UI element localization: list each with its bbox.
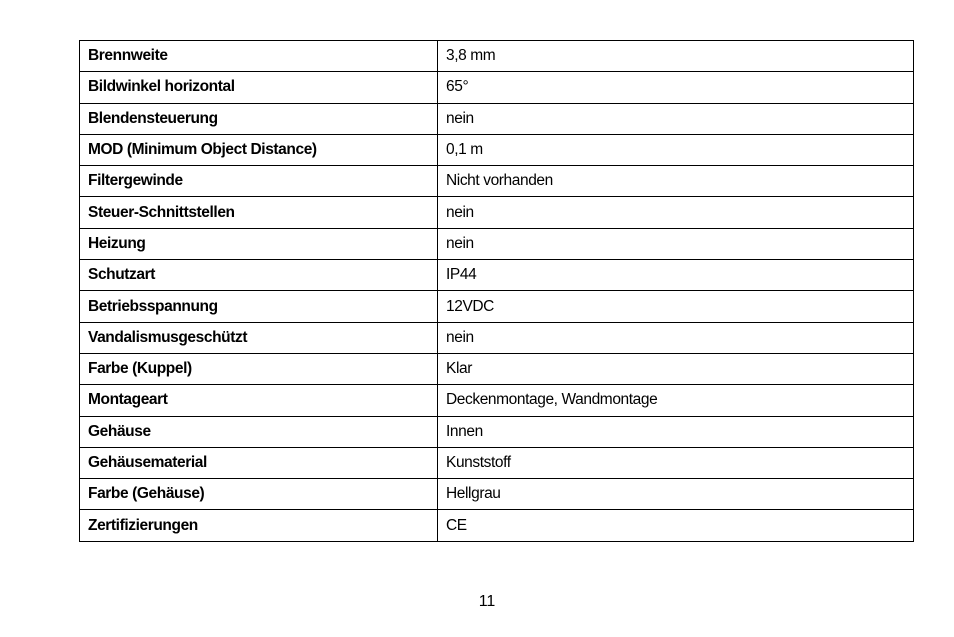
table-row bbox=[80, 260, 914, 291]
spec-value: Hellgrau bbox=[438, 479, 914, 510]
table-row bbox=[80, 72, 914, 103]
spec-label: Gehäuse bbox=[80, 416, 438, 447]
spec-label: Farbe (Kuppel) bbox=[80, 353, 438, 384]
table-row bbox=[80, 197, 914, 228]
spec-label: Brennweite bbox=[80, 41, 438, 72]
spec-value: IP44 bbox=[438, 260, 914, 291]
spec-value: Nicht vorhanden bbox=[438, 166, 914, 197]
spec-value: 3,8 mm bbox=[438, 41, 914, 72]
spec-label: Farbe (Gehäuse) bbox=[80, 479, 438, 510]
spec-value: nein bbox=[438, 197, 914, 228]
table-row bbox=[80, 385, 914, 416]
spec-label: Zertifizierungen bbox=[80, 510, 438, 541]
table-row bbox=[80, 291, 914, 322]
spec-label: Vandalismusgeschützt bbox=[80, 322, 438, 353]
spec-label: Schutzart bbox=[80, 260, 438, 291]
table-row bbox=[80, 447, 914, 478]
spec-value: 65° bbox=[438, 72, 914, 103]
spec-value: 0,1 m bbox=[438, 134, 914, 165]
spec-label: Gehäusematerial bbox=[80, 447, 438, 478]
table-row bbox=[80, 416, 914, 447]
spec-label: Bildwinkel horizontal bbox=[80, 72, 438, 103]
table-row bbox=[80, 166, 914, 197]
spec-value: nein bbox=[438, 228, 914, 259]
table-row bbox=[80, 134, 914, 165]
table-row bbox=[80, 479, 914, 510]
spec-label: Filtergewinde bbox=[80, 166, 438, 197]
table-row bbox=[80, 228, 914, 259]
spec-label: MOD (Minimum Object Distance) bbox=[80, 134, 438, 165]
table-row bbox=[80, 103, 914, 134]
spec-label: Heizung bbox=[80, 228, 438, 259]
spec-table-body bbox=[80, 41, 914, 542]
spec-value: 12VDC bbox=[438, 291, 914, 322]
spec-label: Blendensteuerung bbox=[80, 103, 438, 134]
spec-value: CE bbox=[438, 510, 914, 541]
spec-table bbox=[79, 40, 914, 542]
spec-value: nein bbox=[438, 322, 914, 353]
table-row bbox=[80, 353, 914, 384]
spec-value: nein bbox=[438, 103, 914, 134]
spec-value: Klar bbox=[438, 353, 914, 384]
spec-label: Steuer-Schnittstellen bbox=[80, 197, 438, 228]
table-row bbox=[80, 41, 914, 72]
table-row bbox=[80, 510, 914, 541]
page-number: 11 bbox=[478, 593, 496, 610]
spec-label: Montageart bbox=[80, 385, 438, 416]
table-row bbox=[80, 322, 914, 353]
spec-value: Kunststoff bbox=[438, 447, 914, 478]
spec-value: Deckenmontage, Wandmontage bbox=[438, 385, 914, 416]
spec-value: Innen bbox=[438, 416, 914, 447]
spec-label: Betriebsspannung bbox=[80, 291, 438, 322]
